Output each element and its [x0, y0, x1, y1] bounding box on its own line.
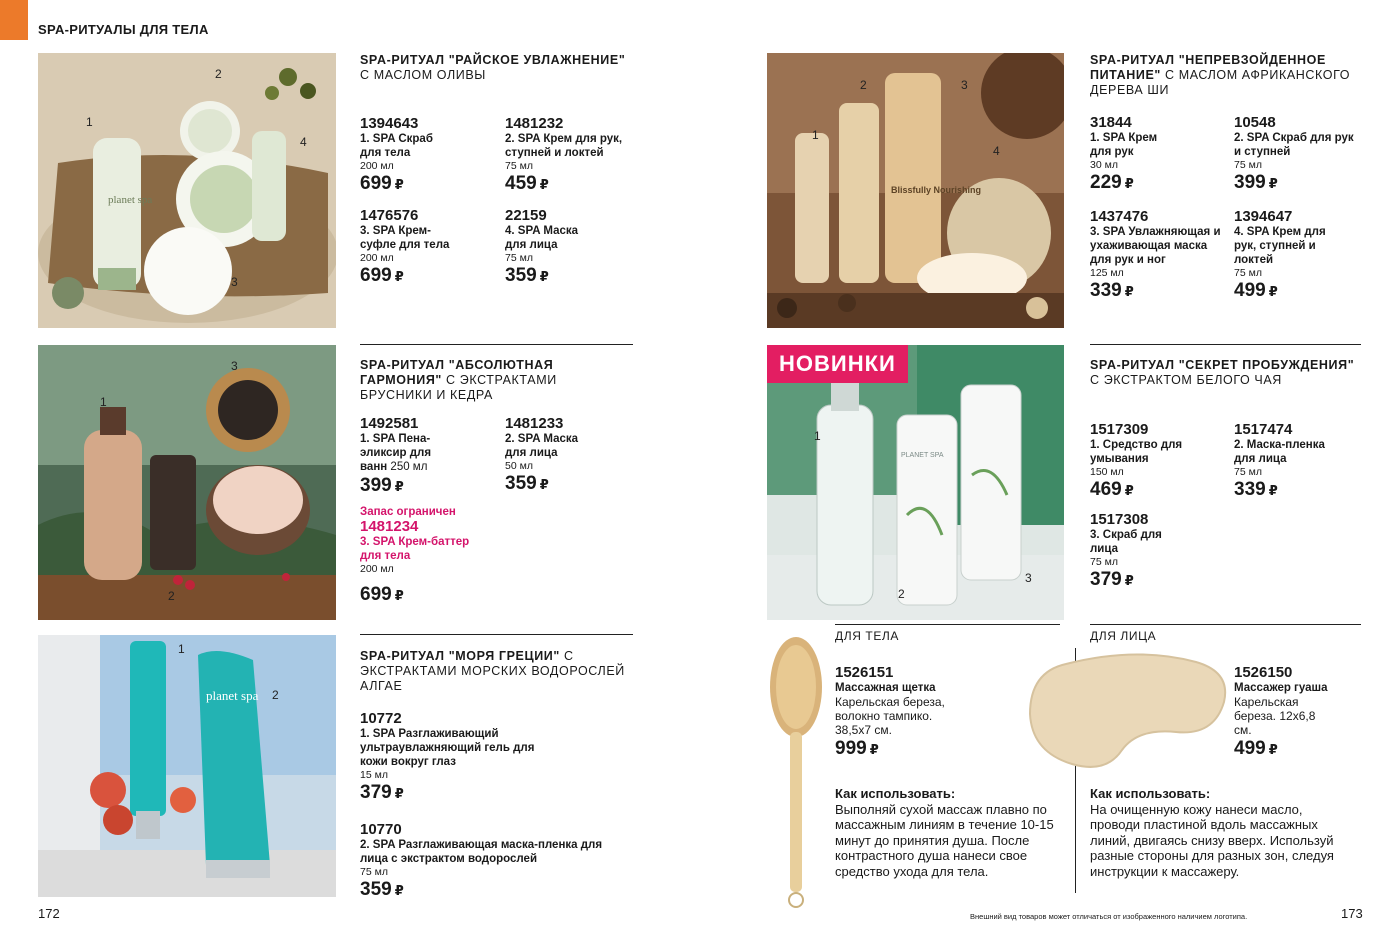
product-label-text: Blissfully Nourishing: [891, 185, 982, 195]
category-body: ДЛЯ ТЕЛА: [835, 629, 900, 643]
product-1517308[interactable]: 1517308 3. Скраб для лица 75 мл 379 ₽: [1090, 511, 1162, 590]
photo-num-1: 1: [100, 395, 107, 409]
product-1437476[interactable]: 1437476 3. SPA Увлажняющая и ухаживающая маска для рук и ног 125 мл 339 ₽: [1090, 208, 1221, 301]
photo-num-2: 2: [272, 688, 279, 702]
photo-num-4: 4: [300, 135, 307, 149]
product-10770[interactable]: 10770 2. SPA Разглаживающая маска-пленка для лица с экстрактом водорослей 75 мл 359 ₽: [360, 821, 603, 900]
divider: [835, 624, 1060, 625]
corner-accent: [0, 0, 28, 40]
divider: [1090, 624, 1361, 625]
photo-num-1: 1: [178, 642, 185, 656]
olive-ritual-photo: [38, 53, 336, 328]
shea-ritual-photo: [767, 53, 1064, 328]
footnote: Внешний вид товаров может отличаться от изображенного наличием логотипа.: [970, 912, 1248, 921]
photo-num-3: 3: [961, 78, 968, 92]
product-label-text: PLANET SPA: [901, 452, 944, 459]
photo-num-2: 2: [168, 589, 175, 603]
ritual-5-title: SPA-РИТУАЛ "СЕКРЕТ ПРОБУЖДЕНИЯ" С ЭКСТРАКТОМ БЕЛОГО ЧАЯ: [1090, 358, 1355, 387]
photo-num-3: 3: [1025, 571, 1032, 585]
page-number-left: 172: [38, 906, 60, 921]
ritual-3-title: SPA-РИТУАЛ "МОРЯ ГРЕЦИИ" С ЭКСТРАКТАМИ МОРСКИХ ВОДОРОСЛЕЙ АЛГАЕ: [360, 649, 625, 693]
divider: [360, 344, 633, 345]
gua-sha-image: [1026, 652, 1231, 770]
category-face: ДЛЯ ЛИЦА: [1090, 629, 1157, 643]
product-1517309[interactable]: 1517309 1. Средство для умывания 150 мл 469 ₽: [1090, 421, 1183, 500]
product-1481234[interactable]: Запас ограничен 1481234 3. SPA Крем-баттер для тела 200 мл 699 ₽: [360, 505, 500, 608]
product-1481232[interactable]: 1481232 2. SPA Крем для рук, ступней и локтей 75 мл 459 ₽: [505, 115, 623, 194]
product-1394643[interactable]: 1394643 1. SPA Скраб для тела 200 мл 699 ₽: [360, 115, 433, 194]
product-22159[interactable]: 22159 4. SPA Маска для лица 75 мл 359 ₽: [505, 207, 579, 286]
ritual-4-title: SPA-РИТУАЛ "НЕПРЕВЗОЙДЕННОЕ ПИТАНИЕ" С МАСЛОМ АФРИКАНСКОГО ДЕРЕВА ШИ: [1090, 53, 1351, 97]
ritual-2-title: SPA-РИТУАЛ "АБСОЛЮТНАЯ ГАРМОНИЯ" С ЭКСТРАКТАМИ БРУСНИКИ И КЕДРА: [360, 358, 557, 402]
product-31844[interactable]: 31844 1. SPA Крем для рук 30 мл 229 ₽: [1090, 114, 1158, 193]
product-1526151[interactable]: 1526151 Массажная щетка Карельская береза, волокно тампико. 38,5х7 см. 999 ₽: [835, 664, 945, 759]
photo-num-1: 1: [86, 115, 93, 129]
face-howto: Как использовать: На очищенную кожу нанеси масло, проводи пластиной вдоль массажных линий, двигаясь снизу вверх. Используй разные стороны для разных зон, следуя инструкции к массажеру.: [1090, 786, 1334, 879]
massage-brush-image: [762, 632, 834, 912]
greece-ritual-photo: [38, 635, 336, 897]
photo-num-2: 2: [860, 78, 867, 92]
product-10548[interactable]: 10548 2. SPA Скраб для рук и ступней 75 мл 399 ₽: [1234, 114, 1354, 193]
new-badge: НОВИНКИ: [767, 345, 908, 383]
stock-limited-label: Запас ограничен: [360, 506, 456, 518]
photo-num-1: 1: [812, 128, 819, 142]
divider: [360, 634, 633, 635]
product-1517474[interactable]: 1517474 2. Маска-пленка для лица 75 мл 339 ₽: [1234, 421, 1325, 500]
photo-num-3: 3: [231, 359, 238, 373]
page-number-right: 173: [1341, 906, 1363, 921]
brand-text: planet spa: [206, 688, 259, 703]
product-1476576[interactable]: 1476576 3. SPA Крем-суфле для тела 200 мл 699 ₽: [360, 207, 450, 286]
photo-num-1: 1: [814, 429, 821, 443]
photo-num-3: 3: [231, 275, 238, 289]
section-title: SPA-РИТУАЛЫ ДЛЯ ТЕЛА: [38, 22, 209, 37]
product-1394647[interactable]: 1394647 4. SPA Крем для рук, ступней и локтей 75 мл 499 ₽: [1234, 208, 1326, 301]
white-tea-ritual-photo: [767, 345, 1064, 620]
photo-num-2: 2: [215, 67, 222, 81]
photo-num-2: 2: [898, 587, 905, 601]
product-10772[interactable]: 10772 1. SPA Разглаживающий ультраувлажняющий гель для кожи вокруг глаз 15 мл 379 ₽: [360, 710, 535, 803]
body-howto: Как использовать: Выполняй сухой массаж плавно по массажным линиям в течение 10-15 минут до принятия душа. После контрастного душа нанеси свое средство ухода для тела.: [835, 786, 1054, 879]
harmony-ritual-photo: [38, 345, 336, 620]
divider: [1090, 344, 1361, 345]
product-1526150[interactable]: 1526150 Массажер гуаша Карельская береза. 12х6,8 см. 499 ₽: [1234, 664, 1328, 759]
product-1481233[interactable]: 1481233 2. SPA Маска для лица 50 мл 359 ₽: [505, 415, 579, 494]
photo-num-4: 4: [993, 144, 1000, 158]
product-1492581[interactable]: 1492581 1. SPA Пена-эликсир для ванн 250 мл 399 ₽: [360, 415, 432, 496]
brand-text: planet spa: [108, 194, 153, 206]
ritual-1-title: SPA-РИТУАЛ "РАЙСКОЕ УВЛАЖНЕНИЕ" С МАСЛОМ ОЛИВЫ: [360, 53, 626, 82]
